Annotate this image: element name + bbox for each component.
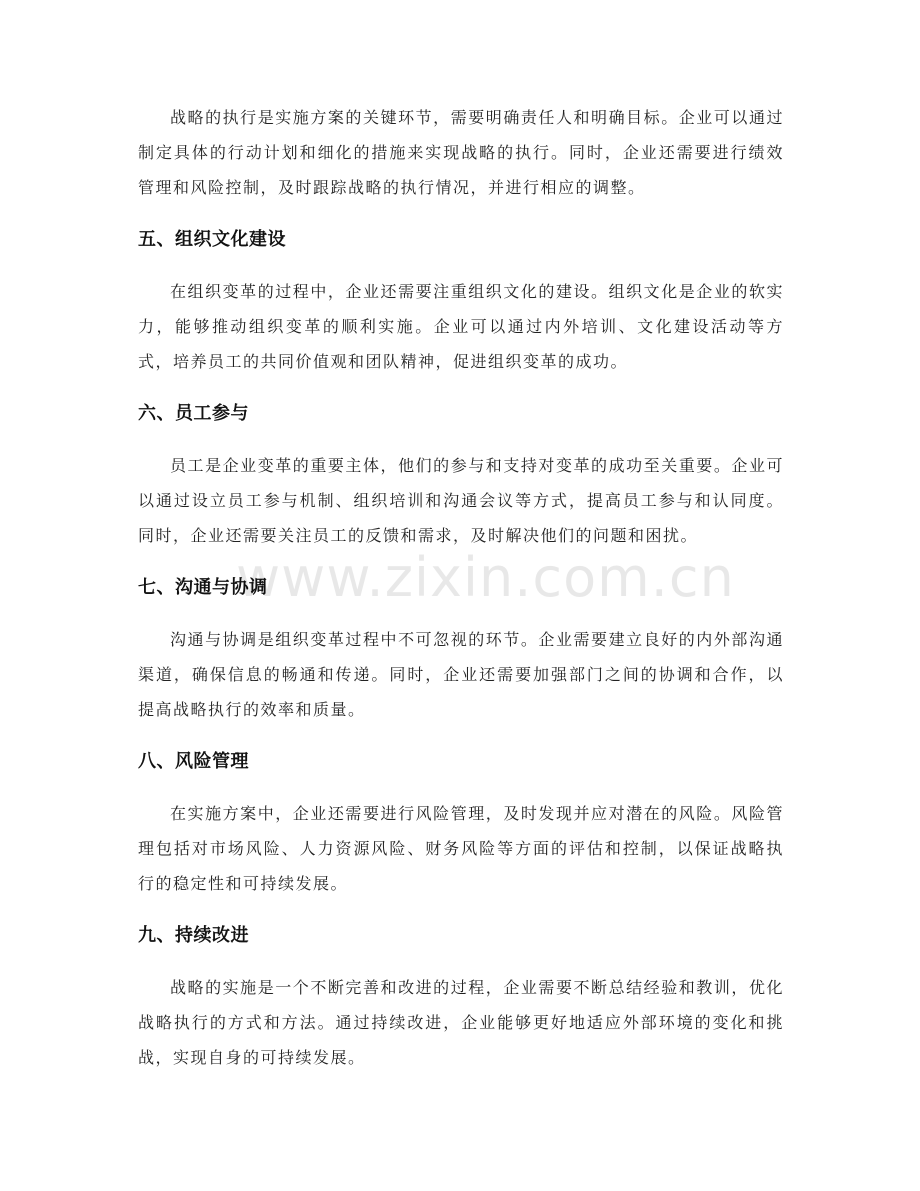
section-heading-culture: 五、组织文化建设: [138, 229, 286, 250]
section-paragraph-risk: 在实施方案中，企业还需要进行风险管理，及时发现并应对潜在的风险。风险管理包括对市场风险、人力资源风险、财务风险等方面的评估和控制，以保证战略执行的稳定性和可持续发展。: [138, 804, 784, 893]
document-body: [138, 100, 784, 1075]
section-paragraph-culture: 在组织变革的过程中，企业还需要注重组织文化的建设。组织文化是企业的软实力，能够推动组织变革的顺利实施。企业可以通过内外培训、文化建设活动等方式，培养员工的共同价值观和团队精神，促进组织变革的成功。: [138, 282, 784, 371]
section-paragraph-employee: 员工是企业变革的重要主体，他们的参与和支持对变革的成功至关重要。企业可以通过设立员工参与机制、组织培训和沟通会议等方式，提高员工参与和认同度。同时，企业还需要关注员工的反馈和需求，及时解决他们的问题和困扰。: [138, 456, 784, 545]
section-paragraph-communication: 沟通与协调是组织变革过程中不可忽视的环节。企业需要建立良好的内外部沟通渠道，确保信息的畅通和传递。同时，企业还需要加强部门之间的协调和合作，以提高战略执行的效率和质量。: [138, 630, 784, 719]
section-heading-communication: 七、沟通与协调: [138, 577, 268, 598]
watermark: www.zixin.com.cn: [236, 546, 735, 609]
section-heading-employee: 六、员工参与: [138, 403, 249, 424]
section-paragraph-improvement: 战略的实施是一个不断完善和改进的过程，企业需要不断总结经验和教训，优化战略执行的方式和方法。通过持续改进，企业能够更好地适应外部环境的变化和挑战，实现自身的可持续发展。: [138, 978, 784, 1067]
intro-paragraph: 战略的执行是实施方案的关键环节，需要明确责任人和明确目标。企业可以通过制定具体的行动计划和细化的措施来实现战略的执行。同时，企业还需要进行绩效管理和风险控制，及时跟踪战略的执行情况，并进行相应的调整。: [138, 108, 784, 197]
section-heading-risk: 八、风险管理: [138, 751, 249, 772]
section-heading-improvement: 九、持续改进: [138, 925, 249, 946]
